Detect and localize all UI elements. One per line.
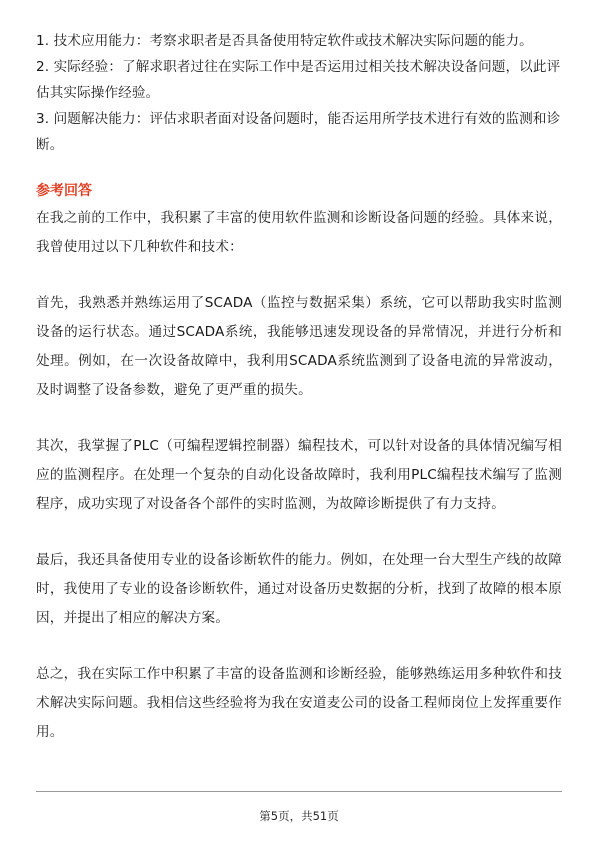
reference-answer-heading: 参考回答	[36, 183, 92, 199]
answer-paragraph-summary: 总之，我在实际工作中积累了丰富的设备监测和诊断经验，能够熟练运用多种软件和技术解决实际问题。我相信这些经验将为我在安道麦公司的设备工程师岗位上发挥重要作用。	[36, 666, 562, 740]
reference-answer-body	[36, 204, 562, 747]
page-number: 第5页，共51页	[259, 809, 339, 823]
footer-divider	[36, 791, 562, 792]
evaluation-criteria-list	[36, 28, 562, 158]
answer-paragraph-diagnostic-software: 最后，我还具备使用专业的设备诊断软件的能力。例如，在处理一台大型生产线的故障时，我使用了专业的设备诊断软件，通过对设备历史数据的分析，找到了故障的根本原因，并提出了相应的解决方案。	[36, 552, 562, 626]
answer-paragraph-intro: 在我之前的工作中，我积累了丰富的使用软件监测和诊断设备问题的经验。具体来说，我曾使用过以下几种软件和技术：	[36, 210, 562, 255]
criteria-item-problem-solving: 3. 问题解决能力：评估求职者面对设备问题时，能否运用所学技术进行有效的监测和诊断。	[36, 111, 561, 153]
criteria-item-technical-ability: 1. 技术应用能力：考察求职者是否具备使用特定软件或技术解决实际问题的能力。	[36, 33, 533, 49]
answer-paragraph-scada: 首先，我熟悉并熟练运用了SCADA（监控与数据采集）系统，它可以帮助我实时监测设备的运行状态。通过SCADA系统，我能够迅速发现设备的异常情况，并进行分析和处理。例如，在一次设备故障中，我利用SCADA系统监测到了设备电流的异常波动，及时调整了设备参数，避免了更严重的损失。	[36, 295, 562, 398]
criteria-item-practical-experience: 2. 实际经验：了解求职者过往在实际工作中是否运用过相关技术解决设备问题，以此评估其实际操作经验。	[36, 59, 561, 101]
answer-paragraph-plc: 其次，我掌握了PLC（可编程逻辑控制器）编程技术，可以针对设备的具体情况编写相应的监测程序。在处理一个复杂的自动化设备故障时，我利用PLC编程技术编写了监测程序，成功实现了对设备各个部件的实时监测，为故障诊断提供了有力支持。	[36, 438, 562, 512]
document-page	[36, 0, 562, 842]
